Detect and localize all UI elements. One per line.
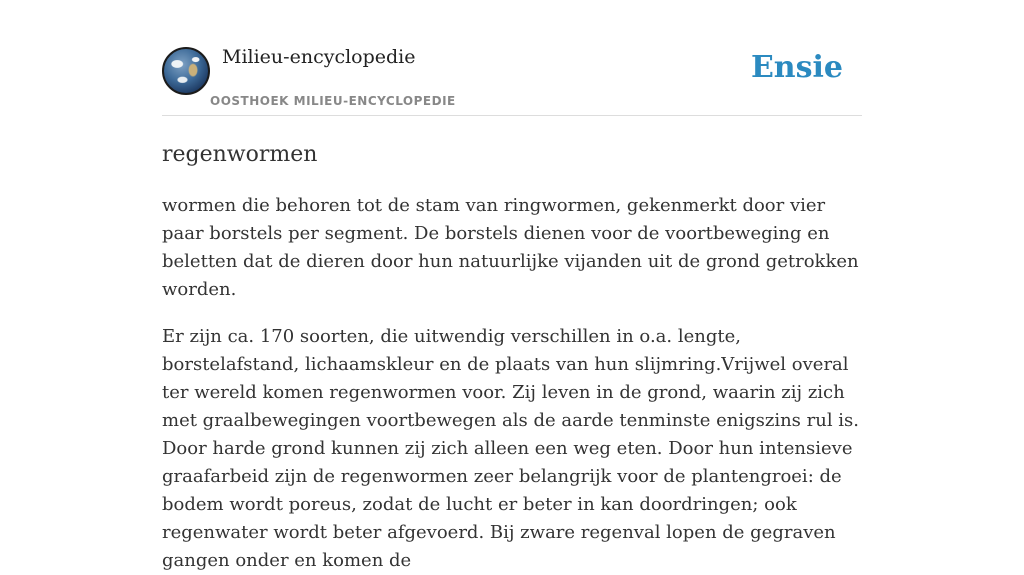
article-paragraph-1: wormen die behoren tot de stam van ringwormen, gekenmerkt door vier paar borstels per segment. De borstels dienen voor de voortbeweging en beletten dat de dieren door hun natuurlijke vijanden uit de grond getrokken worden. (162, 195, 859, 300)
site-subtitle[interactable]: OOSTHOEK MILIEU-ENCYCLOPEDIE (210, 94, 456, 108)
site-header (162, 0, 862, 116)
site-name[interactable]: Milieu-encyclopedie (222, 46, 416, 68)
earth-globe-icon[interactable] (162, 47, 210, 95)
article-term: regenwormen (162, 142, 318, 167)
brand-logo-link[interactable]: Ensie (750, 50, 843, 85)
article-paragraph-2: Er zijn ca. 170 soorten, die uitwendig verschillen in o.a. lengte, borstelafstand, lichaamskleur en de plaats van hun slijmring.Vrijwel overal ter wereld komen regenwormen voor. Zij leven in de grond, waarin zij zich met graalbewegingen voortbewegen als de aarde tenminste enigszins rul is. Door harde grond kunnen zij zich alleen een weg eten. Door hun intensieve graafarbeid zijn de regenwormen zeer belangrijk voor de plantengroei: de bodem wordt poreus, zodat de lucht er beter in kan doordringen; ook regenwater wordt beter afgevoerd. Bij zware regenval lopen de gegraven gangen onder en komen de (162, 326, 860, 571)
article (162, 116, 862, 575)
